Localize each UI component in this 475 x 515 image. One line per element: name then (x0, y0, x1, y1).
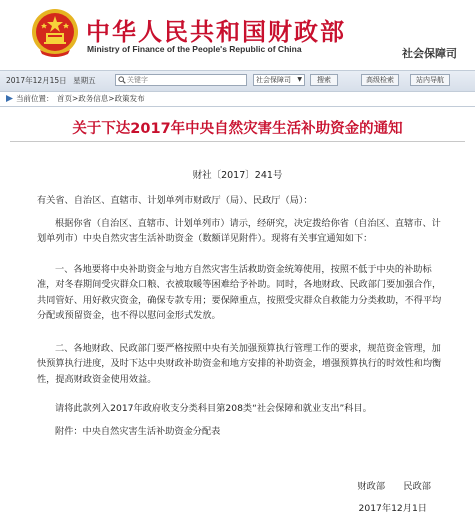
current-date: 2017年12月15日 (6, 76, 67, 85)
document-paragraph: 根据你省（自治区、直辖市、计划单列市）请示，经研究，决定拨给你省（自治区、直辖市、计划单列市）中央自然灾害生活补助资金（数额详见附件）。现将有关事宜通知如下： (37, 218, 441, 245)
breadcrumb-label: 当前位置： (16, 94, 54, 103)
advanced-search-button[interactable]: 高级检索 (361, 74, 399, 86)
site-subtitle: Ministry of Finance of the People's Republic of China (87, 44, 302, 54)
title-divider (10, 141, 465, 142)
breadcrumb-policy-release[interactable]: 政策发布 (114, 94, 145, 103)
breadcrumb (0, 91, 475, 107)
document-title: 关于下达2017年中央自然灾害生活补助资金的通知 (72, 121, 403, 137)
site-navigation-button[interactable]: 站内导航 (410, 74, 450, 86)
scope-select[interactable] (253, 74, 305, 86)
attachment-line: 附件：中央自然灾害生活补助资金分配表 (55, 426, 221, 437)
document-signers: 财政部 民政部 (357, 481, 431, 492)
site-header (0, 0, 475, 68)
national-emblem-icon (30, 6, 80, 60)
document-paragraph: 一、各地要将中央补助资金与地方自然灾害生活救助资金统筹使用，按照不低于中央的补助标准，对冬春期间受灾群众口粮、衣被取暖等困难给予补助。同时，各地财政、民政部门要加强合作，共同管好、用好救灾资金，确保专款专用；要保障重点，按照受灾群众自救能力分类救助，不得平均分配或预留资金，也不得以慰问金形式发放。 (37, 264, 442, 322)
current-weekday: 星期五 (73, 76, 96, 85)
document-date: 2017年12月1日 (358, 503, 427, 514)
search-button[interactable]: 搜索 (310, 74, 338, 86)
site-title[interactable]: 中华人民共和国财政部 (86, 17, 346, 46)
arrow-right-icon (6, 95, 13, 102)
toolbar-date (6, 75, 96, 86)
breadcrumb-home[interactable]: 首页 (57, 94, 72, 103)
search-input[interactable] (127, 75, 245, 85)
search-icon (118, 76, 126, 84)
breadcrumb-separator: > (108, 94, 115, 103)
breadcrumb-separator: > (72, 94, 79, 103)
toolbar (0, 70, 475, 92)
scope-select-value: 社会保障司 (256, 76, 291, 84)
document-paragraph: 请将此款列入2017年政府收支分类科目第208类“社会保障和就业支出”科目。 (55, 403, 372, 414)
chevron-down-icon: ▼ (297, 76, 302, 83)
document-recipients: 有关省、自治区、直辖市、计划单列市财政厅（局）、民政厅（局）： (37, 195, 313, 206)
breadcrumb-gov-info[interactable]: 政务信息 (78, 94, 109, 103)
search-box[interactable] (115, 74, 247, 86)
document-paragraph: 二、各地财政、民政部门要严格按照中央有关加强预算执行管理工作的要求，规范资金管理，加快预算执行进度，及时下达中央财政补助资金和地方安排的补助资金，增强预算执行的时效性和均衡性，提高财政资金使用效益。 (37, 343, 442, 385)
breadcrumb-path (57, 91, 145, 106)
document-number: 财社〔2017〕241号 (192, 170, 283, 181)
channel-name[interactable]: 社会保障司 (402, 47, 457, 60)
